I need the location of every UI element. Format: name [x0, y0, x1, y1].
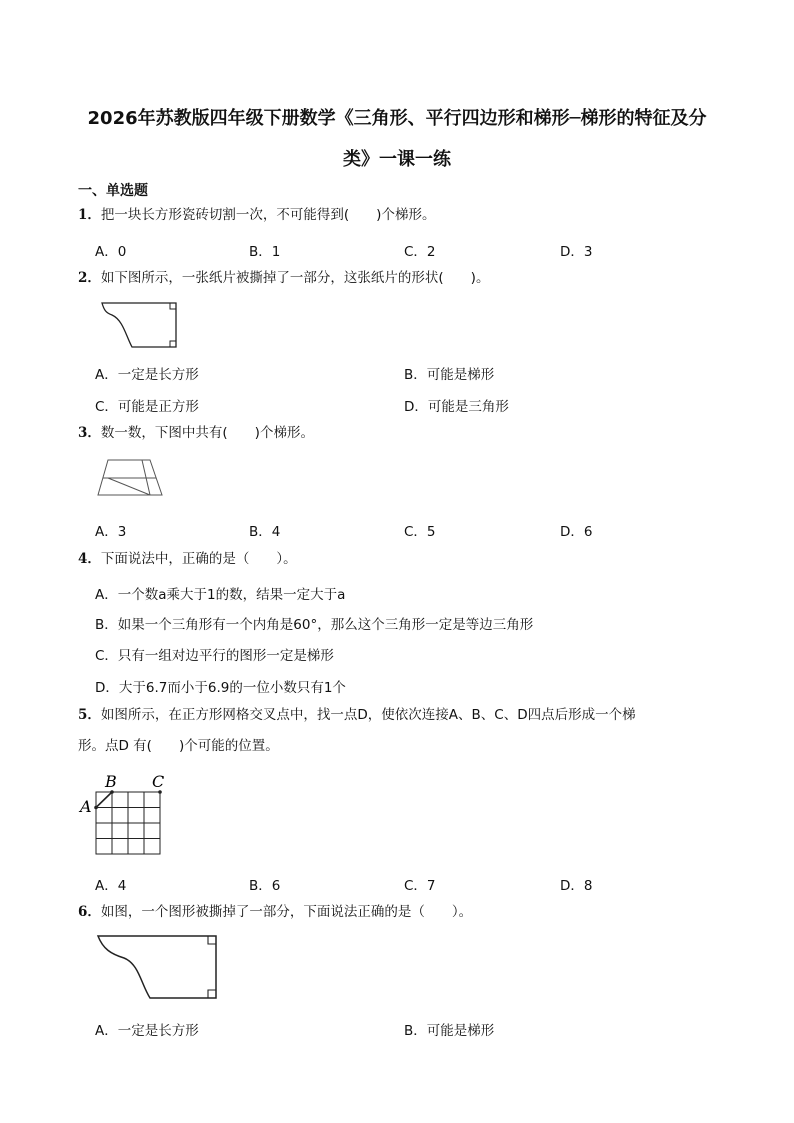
q3-option-c[interactable]: C．5 — [404, 524, 436, 540]
torn-shape-figure — [94, 932, 220, 1002]
question-text: 形。点D 有( )个可能的位置。 — [78, 738, 279, 754]
q3-option-b[interactable]: B．4 — [249, 524, 281, 540]
document-title-line1: 2026年苏教版四年级下册数学《三角形、平行四边形和梯形─梯形的特征及分 — [87, 108, 707, 129]
question-text: 下面说法中，正确的是（ ）。 — [100, 551, 297, 567]
question-6 — [78, 897, 718, 928]
question-number: 2． — [78, 270, 101, 286]
trapezoid-count-figure — [96, 456, 164, 498]
question-5-continued — [78, 731, 718, 762]
grid-figure — [76, 770, 172, 858]
q4-option-a[interactable]: A．一个数a乘大于1的数，结果一定大于a — [95, 587, 346, 603]
q1-option-c[interactable]: C．2 — [404, 244, 436, 260]
torn-paper-figure — [96, 298, 182, 352]
section-heading: 一、单选题 — [78, 183, 148, 199]
point-c-label: C — [152, 772, 165, 791]
q1-option-a[interactable]: A．0 — [95, 244, 127, 260]
question-2 — [78, 263, 718, 294]
question-5 — [78, 700, 718, 731]
question-3 — [78, 418, 718, 449]
q6-option-a[interactable]: A．一定是长方形 — [95, 1023, 199, 1039]
q5-option-a[interactable]: A．4 — [95, 878, 127, 894]
document-title-line2: 类》一课一练 — [343, 149, 451, 170]
q3-option-a[interactable]: A．3 — [95, 524, 127, 540]
q3-option-d[interactable]: D．6 — [560, 524, 593, 540]
question-number: 5． — [78, 707, 101, 723]
q4-option-c[interactable]: C．只有一组对边平行的图形一定是梯形 — [95, 648, 334, 664]
point-b-label: B — [105, 772, 117, 791]
q2-option-c[interactable]: C．可能是正方形 — [95, 399, 199, 415]
q4-option-d[interactable]: D．大于6.7而小于6.9的一位小数只有1个 — [95, 680, 346, 696]
question-4 — [78, 544, 718, 575]
q5-option-d[interactable]: D．8 — [560, 878, 593, 894]
q2-option-d[interactable]: D．可能是三角形 — [404, 399, 509, 415]
q4-option-b[interactable]: B．如果一个三角形有一个内角是60°，那么这个三角形一定是等边三角形 — [95, 617, 534, 633]
q1-option-b[interactable]: B．1 — [249, 244, 281, 260]
question-number: 3． — [78, 425, 101, 441]
question-text: 数一数，下图中共有( )个梯形。 — [100, 425, 314, 441]
question-text: 如图所示，在正方形网格交叉点中，找一点D，使依次连接A、B、C、D四点后形成一个梯 — [100, 707, 636, 723]
q2-option-a[interactable]: A．一定是长方形 — [95, 367, 199, 383]
question-1 — [78, 200, 718, 231]
question-number: 4． — [78, 551, 101, 567]
question-text: 如下图所示，一张纸片被撕掉了一部分，这张纸片的形状( )。 — [100, 270, 490, 286]
q1-option-d[interactable]: D．3 — [560, 244, 593, 260]
question-text: 如图，一个图形被撕掉了一部分，下面说法正确的是（ ）。 — [100, 904, 473, 920]
question-number: 1． — [78, 207, 101, 223]
q2-option-b[interactable]: B．可能是梯形 — [404, 367, 495, 383]
q5-option-b[interactable]: B．6 — [249, 878, 281, 894]
point-a-label: A — [80, 797, 92, 816]
q6-option-b[interactable]: B．可能是梯形 — [404, 1023, 495, 1039]
q5-option-c[interactable]: C．7 — [404, 878, 436, 894]
question-text: 把一块长方形瓷砖切割一次，不可能得到( )个梯形。 — [100, 207, 436, 223]
question-number: 6． — [78, 904, 101, 920]
